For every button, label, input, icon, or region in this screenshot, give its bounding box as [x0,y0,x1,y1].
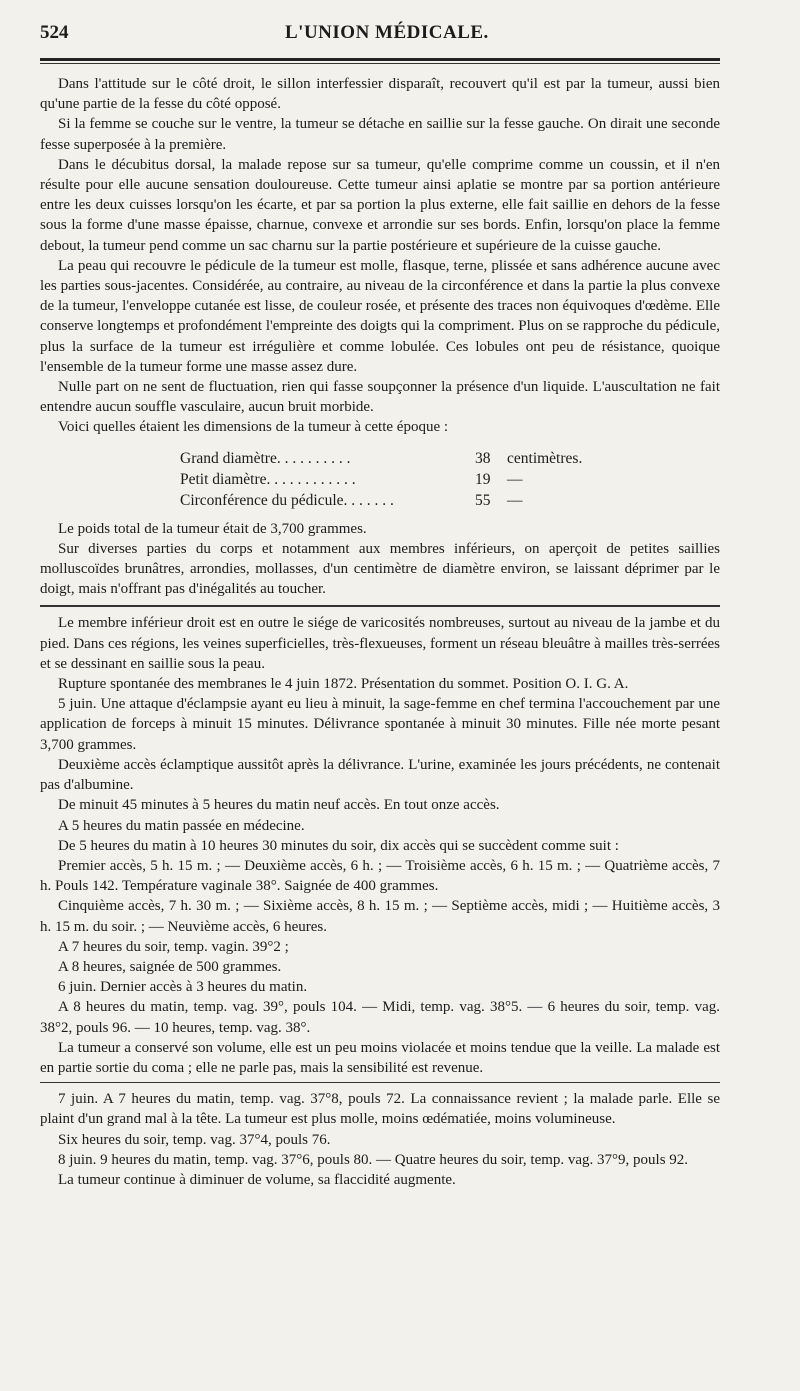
dimension-label: Petit diamètre. . . . . . . . . . . . [180,470,356,488]
paragraph: Rupture spontanée des membranes le 4 juin 1872. Présentation du sommet. Position O. I. G. A. [58,676,629,693]
paragraph: La tumeur continue à diminuer de volume, sa flaccidité augmente. [58,1171,456,1188]
article-body [40,74,720,1190]
paragraph: 8 juin. 9 heures du matin, temp. vag. 37°6, pouls 80. — Quatre heures du soir, temp. vag. 37°9, pouls 92. [58,1151,689,1168]
paragraph: Premier accès, 5 h. 15 m. ; — Deuxième accès, 6 h. ; — Troisième accès, 6 h. 15 m. ; — Quatrième accès, 7 h. Pouls 142. Température vaginale 38°. Saignée de 400 grammes. [40,857,720,895]
dimension-value: 19 [475,470,491,488]
dimension-value: 55 [475,491,491,509]
paragraph: De 5 heures du matin à 10 heures 30 minutes du soir, dix accès qui se succèdent comme suit : [58,837,619,854]
section-divider [40,605,720,607]
paragraph: A 8 heures, saignée de 500 grammes. [58,958,282,975]
dimension-label: Grand diamètre. . . . . . . . . . [180,449,351,467]
dimension-value: 38 [475,449,491,467]
dimension-row [180,448,600,469]
paragraph: A 8 heures du matin, temp. vag. 39°, pouls 104. — Midi, temp. vag. 38°5. — 6 heures du soir, temp. vag. 38°2, pouls 96. — 10 heures, temp. vag. 38°. [40,999,720,1036]
paragraph: Six heures du soir, temp. vag. 37°4, pouls 76. [58,1131,331,1148]
paragraph: La tumeur a conservé son volume, elle est un peu moins violacée et moins tendue que la veille. La malade est en partie sortie du coma ; elle ne parle pas, mais la sensibilité est revenue. [40,1039,720,1076]
paragraph: Deuxième accès éclamptique aussitôt après la délivrance. L'urine, examinée les jours précédents, ne contenait pas d'albumine. [40,756,720,794]
paragraph: 7 juin. A 7 heures du matin, temp. vag. 37°8, pouls 72. La connaissance revient ; la malade parle. Elle se plaint d'un grand mal à la tête. La tumeur est plus molle, moins œdématiée, moins volumineuse. [40,1091,720,1128]
dimensions-table [180,448,600,511]
page [40,22,720,1190]
paragraph: De minuit 45 minutes à 5 heures du matin neuf accès. En tout onze accès. [58,797,500,814]
paragraph: Voici quelles étaient les dimensions de la tumeur à cette époque : [58,419,449,436]
dimension-unit: centimètres. [507,449,583,467]
paragraph: 6 juin. Dernier accès à 3 heures du matin. [58,979,308,996]
dimension-label: Circonférence du pédicule. . . . . . . [180,491,394,509]
paragraph: Sur diverses parties du corps et notamment aux membres inférieurs, on aperçoit de petites saillies molluscoïdes brunâtres, arrondies, mollasses, d'un centimètre de diamètre environ, se laissant déprimer par le doigt, mais n'offrant pas d'inégalités au toucher. [40,540,720,598]
paragraph: Nulle part on ne sent de fluctuation, rien qui fasse soupçonner la présence d'un liquide. L'auscultation ne fait entendre aucun souffle vasculaire, aucun bruit morbide. [40,379,720,416]
header-rule-thin [40,63,720,64]
paragraph: A 7 heures du soir, temp. vagin. 39°2 ; [58,938,289,955]
page-header [40,22,720,54]
header-rule [40,58,720,61]
paragraph: A 5 heures du matin passée en médecine. [58,817,305,834]
paragraph: Le membre inférieur droit est en outre le siége de varicosités nombreuses, surtout au niveau de la jambe et du pied. Dans ces régions, les veines superficielles, très-flexueuses, forment un réseau bleuâtre à mailles très-serrées et se dessinant en saillie sous la peau. [40,615,720,672]
paragraph: Dans le décubitus dorsal, la malade repose sur sa tumeur, qu'elle comprime comme un coussin, et il n'en résulte pour elle aucune sensation douloureuse. Cette tumeur ainsi aplatie se montre par sa portion antérieure entre les deux cuisses lorsqu'on les écarte, et par sa portion la plus externe, elle fait saillie en dehors de la fesse sous la forme d'une masse épaisse, charnue, convexe et arrondie sur ses bords. Enfin, lorsqu'on place la femme debout, la tumeur pend comme un sac charnu sur la partie postérieure et supérieure de la cuisse gauche. [40,156,720,254]
paragraph: Cinquième accès, 7 h. 30 m. ; — Sixième accès, 8 h. 15 m. ; — Septième accès, midi ; — Huitième accès, 3 h. 15 m. du soir. ; — Neuvième accès, 6 heures. [40,898,720,935]
paragraph: Le poids total de la tumeur était de 3,700 grammes. [58,520,367,537]
paragraph: Dans l'attitude sur le côté droit, le sillon interfessier disparaît, recouvert qu'il est par la tumeur, aussi bien qu'une partie de la fesse du côté opposé. [40,76,720,113]
paragraph: 5 juin. Une attaque d'éclampsie ayant eu lieu à minuit, la sage-femme en chef termina l'accouchement par une application de forceps à minuit 15 minutes. Délivrance spontanée à minuit 30 minutes. Fille née morte pesant 3,700 grammes. [40,696,720,753]
page-number: 524 [40,22,69,43]
running-title: L'UNION MÉDICALE. [285,22,489,43]
paragraph: Si la femme se couche sur le ventre, la tumeur se détache en saillie sur la fesse gauche. On dirait une seconde fesse superposée à la première. [40,116,720,153]
section-divider [40,1082,720,1083]
paragraph: La peau qui recouvre le pédicule de la tumeur est molle, flasque, terne, plissée et sans adhérence aucune avec les parties sous-jacentes. Considérée, au contraire, au niveau de la circonférence et dans la partie la plus convexe de la tumeur, l'enveloppe cutanée est lisse, de couleur rosée, et présente des traces non équivoques d'œdème. Elle conserve longtemps et profondément l'empreinte des doigts qui la compriment. Plus on se rapproche du pédicule, plus la surface de la tumeur est irrégulière et comme lobulée. Ces lobules ont peu de résistance, quoique l'ensemble de la tumeur forme une masse assez dure. [40,257,720,375]
dimension-row [180,490,600,511]
dimension-row [180,469,600,490]
dimension-unit: — [507,470,523,488]
dimension-unit: — [507,491,523,509]
